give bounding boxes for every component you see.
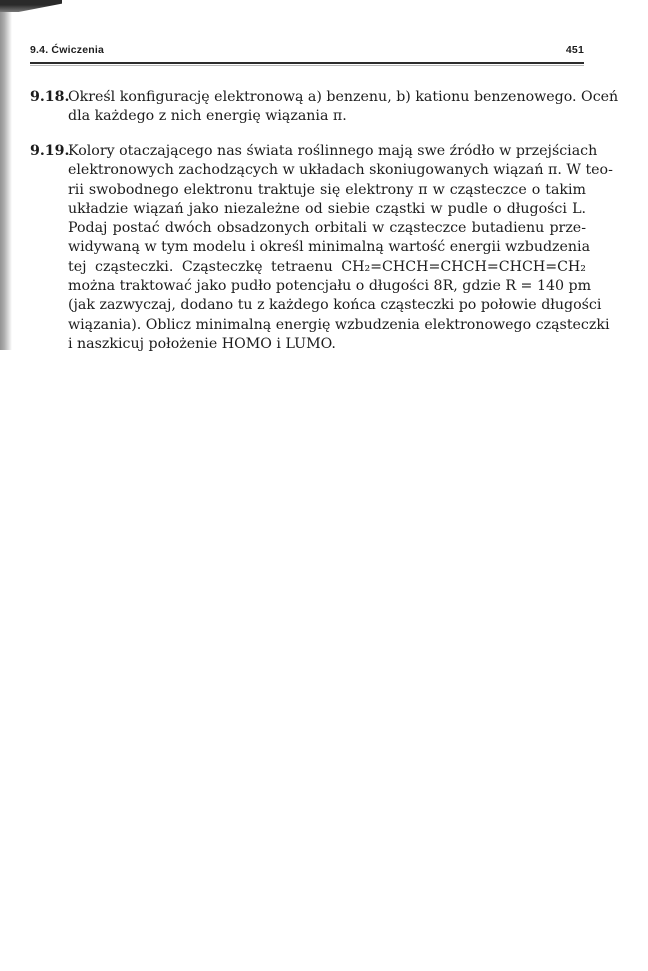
scan-edge-shadow <box>0 0 12 350</box>
running-header <box>30 44 584 60</box>
scan-corner-mark <box>0 0 62 12</box>
exercise-text-line: Kolory otaczającego nas świata roślinnego mają swe źródło w przejściach <box>68 143 598 159</box>
exercise-text-line: (jak zazwyczaj, dodano tu z każdego końca cząsteczki po połowie długości <box>68 297 602 314</box>
exercise-number: 9.19. <box>30 143 70 159</box>
exercise-text-line: elektronowych zachodzących w układach skoniugowanych wiązań π. W teo- <box>68 162 613 179</box>
exercise-text-line: dla każdego z nich energię wiązania π. <box>68 108 347 125</box>
header-rule <box>30 62 584 64</box>
exercise-text-line: i naszkicuj położenie HOMO i LUMO. <box>68 335 336 352</box>
exercise-text-line: widywaną w tym modelu i określ minimalną wartość energii wzbudzenia <box>68 239 591 256</box>
exercise-number: 9.18. <box>30 89 70 105</box>
section-title: 9.4. Ćwiczenia <box>30 44 104 56</box>
exercise-9-18 <box>30 88 619 127</box>
exercise-text-line: można traktować jako pudło potencjału o długości 8R, gdzie R = 140 pm <box>68 278 592 295</box>
exercise-text-line: tej cząsteczki. Cząsteczkę tetraenu CH₂=CHCH=CHCH=CHCH=CH₂ <box>68 258 586 275</box>
header-rule-shadow <box>30 65 584 66</box>
exercise-9-19 <box>30 142 613 354</box>
exercise-text-line: układzie wiązań jako niezależne od siebie cząstki w pudle o długości L. <box>68 200 586 217</box>
exercise-text-line: Określ konfigurację elektronową a) benzenu, b) kationu benzenowego. Oceń <box>68 89 619 105</box>
page-number: 451 <box>565 44 584 56</box>
exercise-text-line: rii swobodnego elektronu traktuje się elektrony π w cząsteczce o takim <box>68 181 586 198</box>
exercise-text-line: wiązania). Oblicz minimalną energię wzbudzenia elektronowego cząsteczki <box>68 316 610 333</box>
exercise-text-line: Podaj postać dwóch obsadzonych orbitali w cząsteczce butadienu prze- <box>68 220 586 237</box>
